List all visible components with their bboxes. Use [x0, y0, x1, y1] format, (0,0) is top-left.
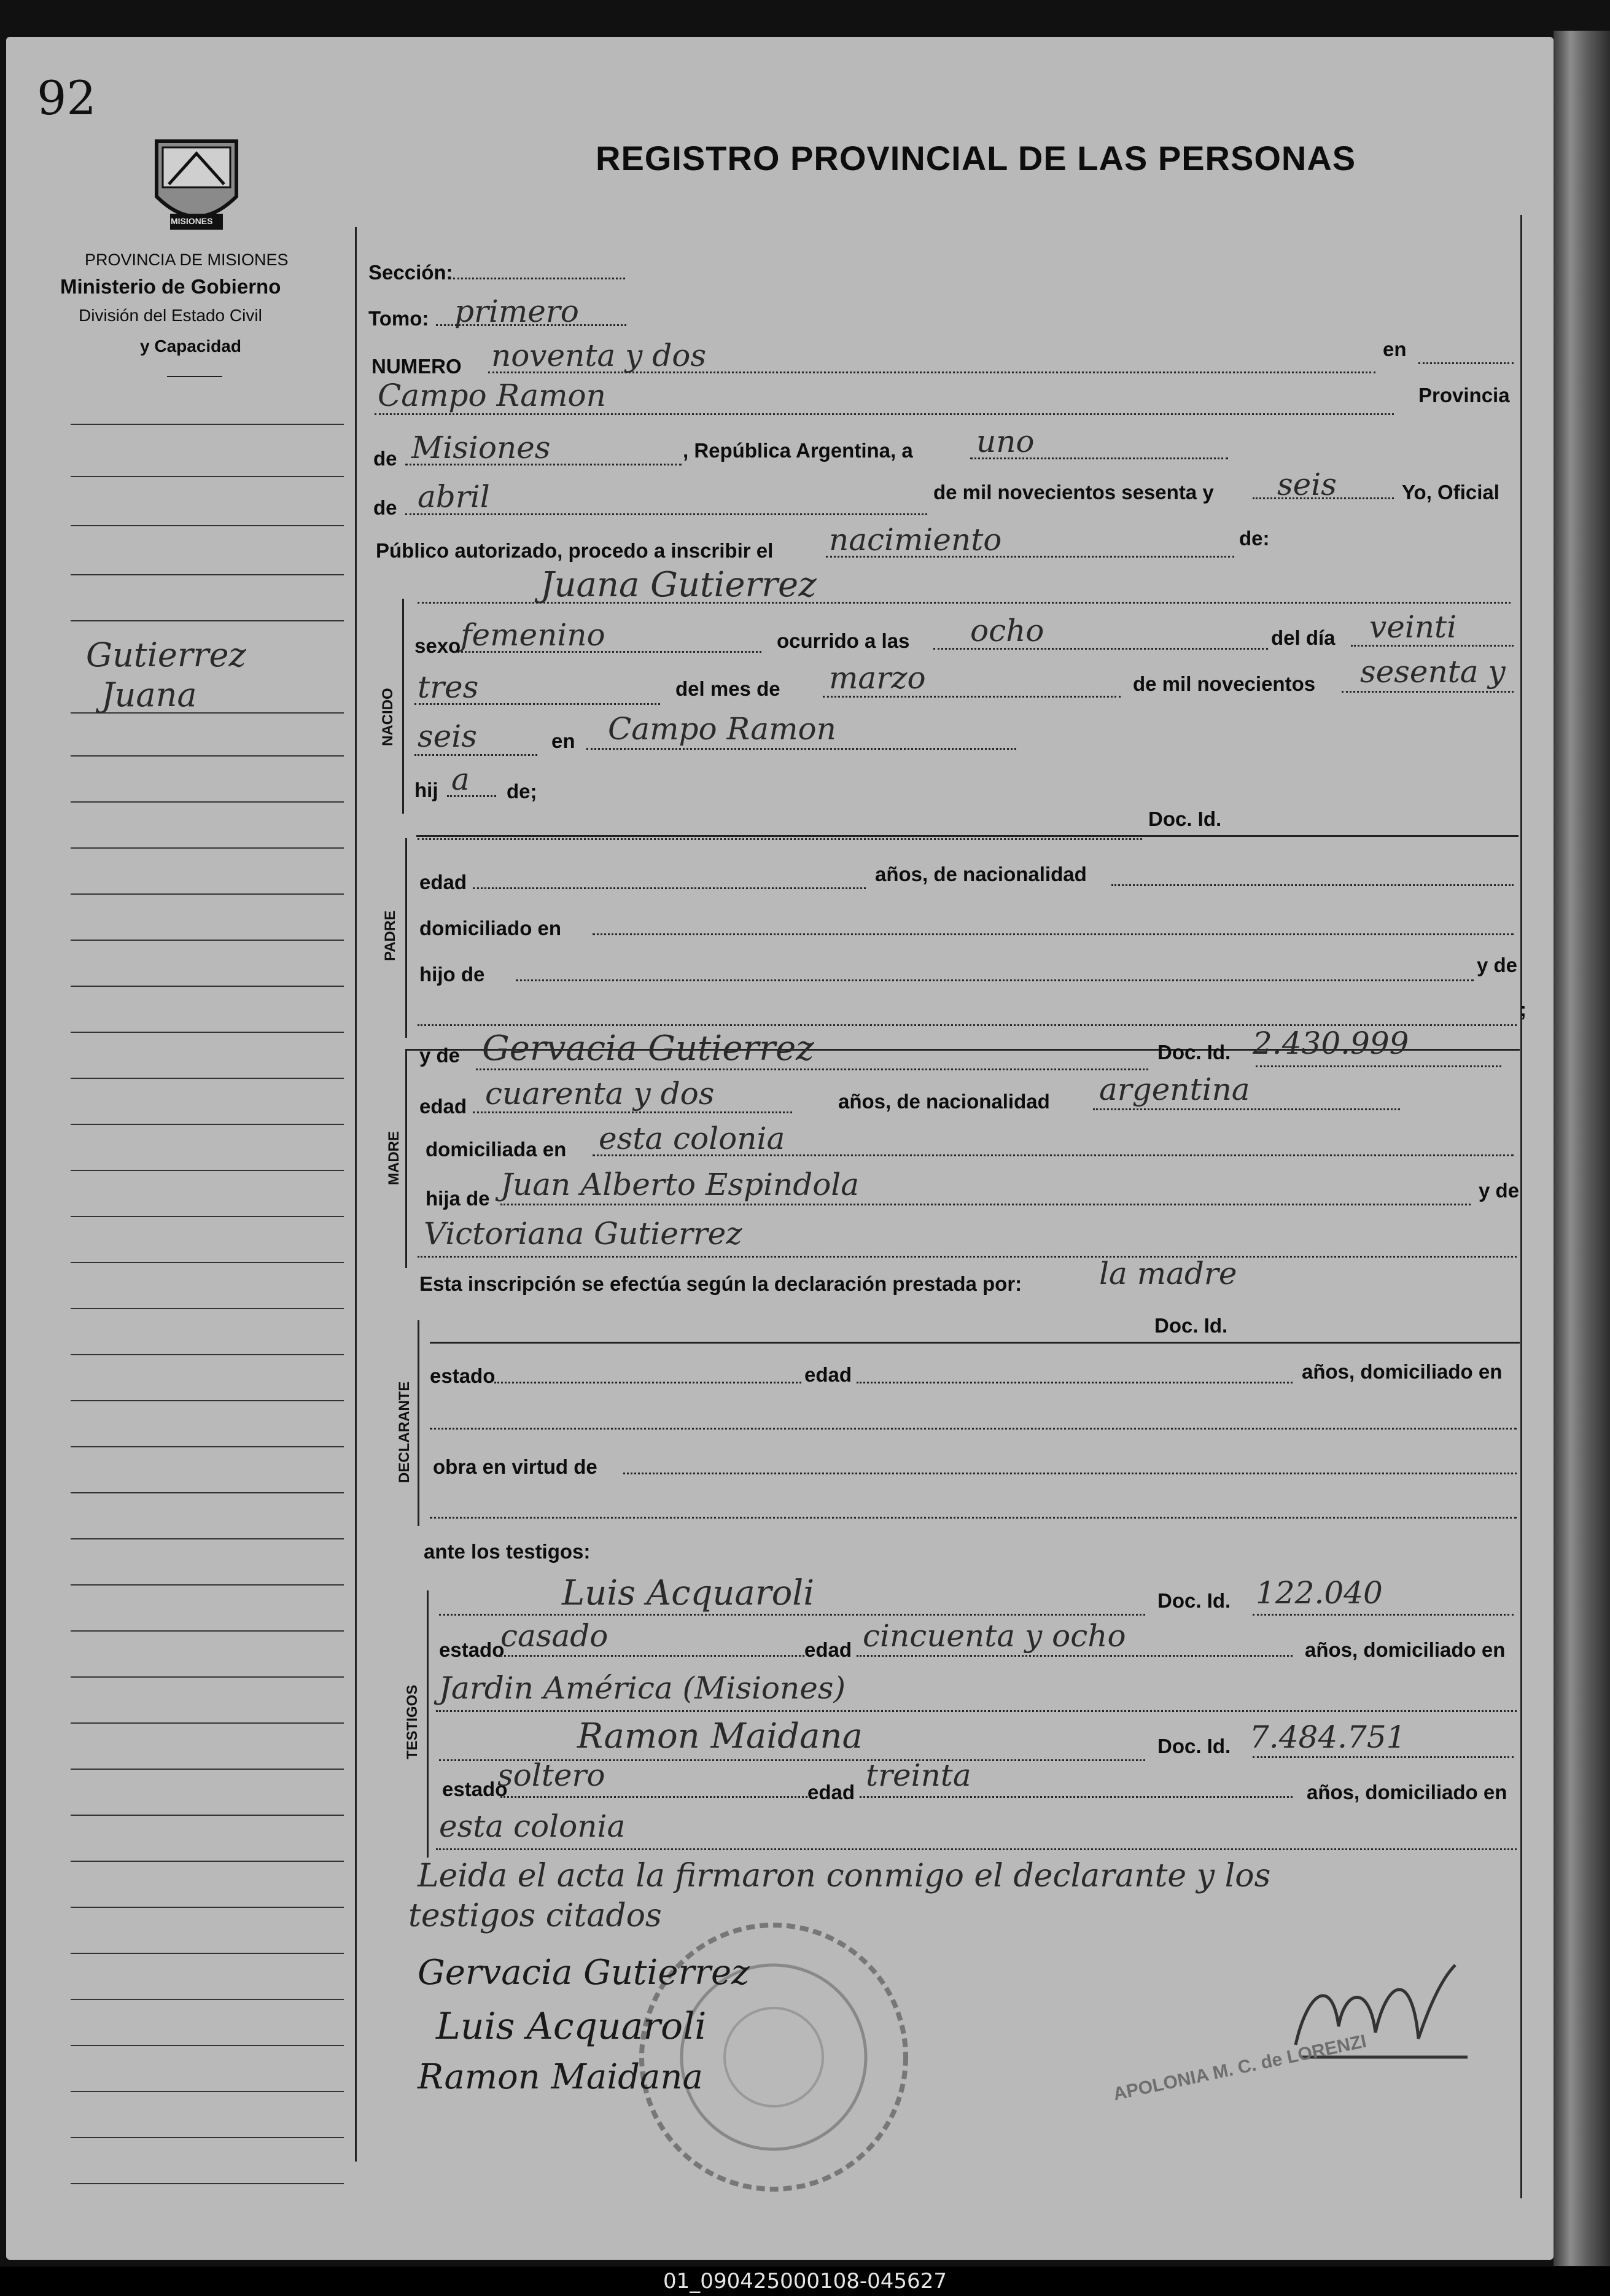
margin-line [71, 847, 344, 849]
margin-line [71, 1216, 344, 1217]
anio2-value: seis [418, 718, 477, 754]
margin-line [71, 1953, 344, 1954]
padre-hijo-label: hijo de [419, 963, 485, 986]
testigo2-doc-value: 7.484.751 [1250, 1719, 1406, 1755]
margin-line [71, 2137, 344, 2138]
testigo2-doc-label: Doc. Id. [1157, 1735, 1231, 1757]
lugar-field [375, 413, 1394, 415]
seccion-field [453, 278, 625, 279]
nacido-border [402, 599, 404, 814]
leida-text: Leida el acta la firmaron conmigo el declarante y los [418, 1858, 1271, 1894]
footer-strip [0, 2267, 1610, 2296]
testigo1-dom-value: Jardin América (Misiones) [439, 1670, 846, 1706]
madre-nombre-field [476, 1068, 1148, 1070]
margin-line [71, 1538, 344, 1539]
dia-field [1351, 645, 1514, 647]
margin-line [71, 1308, 344, 1309]
numero-label: NUMERO [371, 355, 462, 378]
margin-line [71, 1446, 344, 1447]
right-border [1520, 215, 1522, 2198]
declarante-estado-label: estado [430, 1364, 496, 1387]
testigo2-anios-label: años, domiciliado en [1307, 1781, 1507, 1804]
ante-testigos-label: ante los testigos: [424, 1540, 591, 1563]
declarante-doc-label: Doc. Id. [1154, 1314, 1228, 1337]
margin-line [71, 1630, 344, 1632]
madre-doc-label: Doc. Id. [1157, 1041, 1231, 1064]
testigo2-edad-value: treinta [866, 1757, 971, 1793]
anio-acta-value: seis [1277, 467, 1337, 502]
padre-dom-field [593, 933, 1514, 935]
margin-line [71, 620, 344, 621]
declarante-border [418, 1320, 419, 1526]
margin-line [71, 1400, 344, 1401]
en-field-line [1418, 362, 1514, 364]
signature-2: Luis Acquaroli [436, 2005, 707, 2048]
margin-line [71, 801, 344, 803]
obra-label: obra en virtud de [433, 1455, 597, 1478]
testigo1-dom-field [436, 1710, 1517, 1712]
testigo1-estado-value: casado [500, 1618, 609, 1654]
numero-value: noventa y dos [491, 338, 707, 373]
mes-acta-value: abril [418, 479, 490, 515]
dia-acta-value: uno [976, 424, 1035, 459]
margin-line [71, 1170, 344, 1171]
margin-line [71, 574, 344, 575]
de-mil-nov-label: de mil novecientos [1133, 672, 1316, 695]
margin-line [71, 1124, 344, 1125]
madre-nac-value: argentina [1099, 1072, 1250, 1107]
padre-edad-field [473, 887, 866, 889]
padre-y-de-label: y de [1477, 954, 1518, 976]
footer-id: 01_090425000108-045627 [663, 2269, 947, 2294]
margin-line [71, 476, 344, 477]
declarante-label: DECLARANTE [396, 1381, 413, 1483]
signature-1: Gervacia Gutierrez [418, 1953, 750, 1993]
signature-3: Ramon Maidana [418, 2057, 703, 2097]
obra-field [623, 1473, 1517, 1474]
mes-value: marzo [829, 660, 926, 696]
margin-line [71, 1078, 344, 1079]
ocurrido-label: ocurrido a las [777, 629, 910, 652]
testigo1-estado-label: estado [439, 1638, 505, 1661]
margin-line [71, 986, 344, 987]
testigo2-value: Ramon Maidana [577, 1716, 863, 1756]
margin-line [71, 1769, 344, 1770]
testigo2-dom-value: esta colonia [439, 1808, 626, 1844]
lugar-nac-value: Campo Ramon [608, 711, 836, 747]
margin-surname: Gutierrez [86, 636, 246, 674]
ministry-label: Ministerio de Gobierno [60, 275, 281, 298]
lugar-nac-field [586, 748, 1016, 750]
seccion-label: Sección: [368, 261, 453, 284]
del-mes-label: del mes de [675, 677, 780, 700]
testigo1-doc-label: Doc. Id. [1157, 1589, 1231, 1612]
testigo1-field [439, 1614, 1145, 1616]
mes-field [823, 696, 1121, 698]
testigo2-doc-field [1253, 1756, 1514, 1758]
madre-label: MADRE [386, 1131, 402, 1185]
margin-line [71, 1861, 344, 1862]
publico-label: Público autorizado, procedo a inscribir el [376, 539, 774, 562]
testigo1-edad-value: cincuenta y ocho [863, 1618, 1126, 1654]
testigo1-doc-value: 122.040 [1256, 1575, 1383, 1611]
sexo-label: sexo [414, 634, 461, 657]
madre-hija-value: Juan Alberto Espindola [500, 1167, 860, 1202]
testigo2-estado-label: estado [442, 1778, 508, 1800]
inscribir-value: nacimiento [829, 522, 1002, 558]
declarante-value: la madre [1099, 1256, 1237, 1291]
madre-doc-value: 2.430.999 [1253, 1025, 1409, 1061]
seal-label: MISIONES [171, 216, 213, 226]
madre-edad-label: edad [419, 1095, 467, 1118]
declarante-dom-field [430, 1428, 1517, 1430]
testigo1-doc-field [1253, 1614, 1514, 1616]
leida-text-2: testigos citados [408, 1897, 662, 1934]
padre-nac-label: años, de nacionalidad [875, 863, 1087, 885]
provincia-value: Misiones [411, 430, 551, 465]
padre-edad-label: edad [419, 871, 467, 893]
madre-hija-value-2: Victoriana Gutierrez [424, 1216, 742, 1251]
testigo2-edad-field [860, 1796, 1293, 1798]
padre-hijo-field [516, 979, 1474, 981]
margin-name: Juana [101, 675, 197, 714]
margin-line [71, 1584, 344, 1586]
anio2-field [414, 754, 537, 756]
padre-label: PADRE [382, 910, 399, 961]
madre-border [405, 1050, 407, 1268]
inscripcion-label: Esta inscripción se efectúa según la declaración prestada por: [419, 1272, 1022, 1295]
lugar-value: Campo Ramon [378, 378, 606, 413]
testigo1-edad-label: edad [804, 1638, 852, 1661]
hora-value: ocho [970, 613, 1044, 648]
sexo-value: femenino [461, 617, 605, 653]
margin-line [71, 1999, 344, 2000]
en-label-2: en [551, 730, 575, 752]
testigo1-anios-label: años, domiciliado en [1305, 1638, 1506, 1661]
declarante-anios-label: años, domiciliado en [1302, 1360, 1503, 1383]
page-number: 92 [37, 71, 96, 125]
left-border [355, 227, 357, 2162]
provincia-label: Provincia [1418, 384, 1510, 407]
padre-border [405, 838, 407, 1038]
nacido-label: NACIDO [379, 688, 396, 746]
dia-value: veinti [1369, 609, 1457, 645]
del-dia-label: del día [1271, 626, 1336, 649]
de-label: de [373, 447, 397, 470]
padre-nac-field [1111, 884, 1514, 886]
de-label-2: de [373, 496, 397, 519]
madre-y-de-label: y de [419, 1044, 461, 1067]
margin-line [71, 1032, 344, 1033]
madre-hija-field [500, 1204, 1471, 1205]
header-divider [167, 376, 222, 377]
margin-line [71, 2045, 344, 2046]
dia2-value: tres [418, 669, 479, 705]
hij-label: hij [414, 779, 438, 801]
province-label: PROVINCIA DE MISIONES [85, 251, 289, 269]
margin-line [71, 2183, 344, 2184]
margin-line [71, 1907, 344, 1908]
hij-value: a [451, 761, 470, 797]
padre-semi: ; [1520, 998, 1526, 1021]
madre-edad-value: cuarenta y dos [485, 1076, 715, 1111]
testigos-border [427, 1590, 429, 1858]
testigo1-edad-field [857, 1655, 1293, 1657]
madre-nombre-value: Gervacia Gutierrez [482, 1029, 814, 1068]
margin-line [71, 1492, 344, 1493]
de-colon-label: de: [1239, 527, 1270, 550]
madre-y-de-2: y de [1479, 1179, 1520, 1202]
margin-line [71, 1815, 344, 1816]
madre-hija-label: hija de [426, 1187, 490, 1210]
testigos-label: TESTIGOS [404, 1684, 421, 1759]
testigo1-estado-field [497, 1655, 804, 1657]
padre-doc-field [418, 838, 1142, 840]
margin-line [71, 424, 344, 425]
register-title: REGISTRO PROVINCIAL DE LAS PERSONAS [596, 139, 1356, 177]
madre-hija-field-2 [418, 1256, 1517, 1258]
margin-line [71, 525, 344, 526]
yo-oficial-label: Yo, Oficial [1402, 481, 1499, 504]
declarante-edad-label: edad [804, 1363, 852, 1386]
division-label: División del Estado Civil [79, 306, 262, 325]
de-mil-label: de mil novecientos sesenta y [933, 481, 1214, 504]
madre-edad-field [473, 1111, 792, 1113]
anio-value: sesenta y [1360, 654, 1506, 690]
officer-stamp-text: APOLONIA M. C. de LORENZI [1111, 2031, 1369, 2105]
madre-dom-label: domiciliada en [426, 1138, 567, 1161]
margin-line [71, 940, 344, 941]
madre-dom-value: esta colonia [599, 1121, 785, 1156]
margin-line [71, 1262, 344, 1263]
margin-line [71, 893, 344, 895]
tomo-value: primero [454, 294, 579, 329]
declarante-estado-field [494, 1382, 801, 1383]
hij-de-label: de; [507, 780, 537, 803]
testigo2-edad-label: edad [807, 1781, 855, 1804]
testigo1-value: Luis Acquaroli [562, 1573, 815, 1613]
margin-line [71, 1676, 344, 1678]
en-label: en [1383, 338, 1407, 360]
division-label-2: y Capacidad [140, 337, 241, 356]
book-binding [1554, 31, 1610, 2266]
madre-doc-field [1256, 1065, 1501, 1067]
testigo2-estado-value: soltero [497, 1757, 605, 1793]
tomo-label: Tomo: [368, 307, 429, 330]
testigo2-estado-field [500, 1796, 807, 1798]
padre-doc-label: Doc. Id. [1148, 807, 1222, 830]
margin-line [71, 1722, 344, 1724]
declarante-divider [430, 1342, 1520, 1344]
obra-field-2 [430, 1517, 1517, 1519]
margin-line [71, 755, 344, 757]
padre-divider [416, 835, 1519, 837]
testigo2-dom-field [436, 1848, 1517, 1850]
madre-nac-field [1093, 1108, 1400, 1110]
declarante-edad-field [857, 1382, 1293, 1383]
anio-field [1342, 691, 1514, 693]
padre-dom-label: domiciliado en [419, 917, 562, 940]
nombre-value: Juana Gutierrez [540, 565, 817, 605]
madre-nac-label: años, de nacionalidad [838, 1090, 1050, 1113]
margin-line [71, 2091, 344, 2092]
margin-line [71, 1354, 344, 1355]
republica-label: , República Argentina, a [683, 439, 913, 462]
